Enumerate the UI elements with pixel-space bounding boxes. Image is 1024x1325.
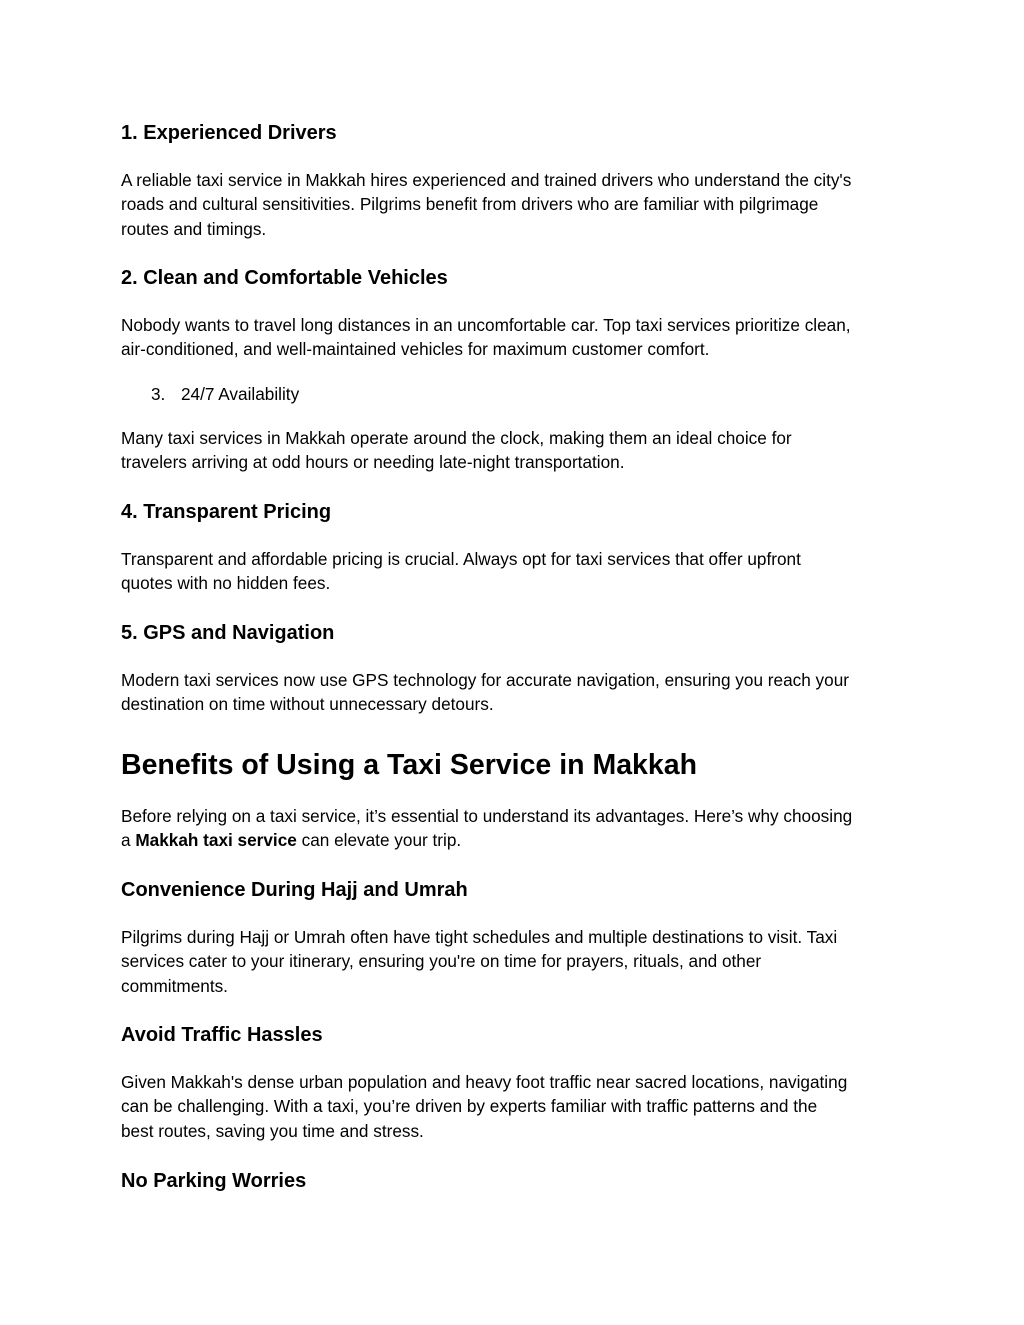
paragraph-line: best routes, saving you time and stress. bbox=[121, 1120, 424, 1141]
paragraph-line: Modern taxi services now use GPS technology for accurate navigation, ensuring you reach your bbox=[121, 670, 849, 690]
list-label: 24/7 Availability bbox=[181, 384, 300, 404]
paragraph-experienced-drivers bbox=[121, 168, 911, 241]
heading-benefits: Benefits of Using a Taxi Service in Makkah bbox=[121, 749, 697, 781]
paragraph-line: Pilgrims during Hajj or Umrah often have tight schedules and multiple destinations to visit. Taxi bbox=[121, 927, 838, 947]
paragraph-line: can be challenging. With a taxi, you’re driven by experts familiar with traffic patterns and the bbox=[121, 1096, 818, 1117]
heading-convenience: Convenience During Hajj and Umrah bbox=[121, 879, 468, 901]
paragraph-line: commitments. bbox=[121, 975, 228, 996]
paragraph-line: travelers arriving at odd hours or needing late-night transportation. bbox=[121, 452, 625, 473]
paragraph-benefits bbox=[121, 804, 911, 853]
paragraph-line: Nobody wants to travel long distances in an uncomfortable car. Top taxi services prioritize clean, bbox=[121, 315, 851, 335]
paragraph-traffic bbox=[121, 1070, 911, 1143]
heading-transparent-pricing: 4. Transparent Pricing bbox=[121, 501, 332, 523]
heading-gps-navigation: 5. GPS and Navigation bbox=[121, 622, 335, 644]
paragraph-line: quotes with no hidden fees. bbox=[121, 573, 331, 594]
heading-parking: No Parking Worries bbox=[121, 1170, 307, 1192]
paragraph-line: Before relying on a taxi service, it’s essential to understand its advantages. Here’s why choosing bbox=[121, 806, 853, 826]
heading-experienced-drivers: 1. Experienced Drivers bbox=[121, 122, 337, 144]
bold-keyword: Makkah taxi service bbox=[135, 830, 297, 851]
paragraph-line: Given Makkah's dense urban population and heavy foot traffic near sacred locations, navigating bbox=[121, 1072, 848, 1092]
paragraph-gps-navigation bbox=[121, 668, 911, 717]
paragraph-line: services cater to your itinerary, ensuring you're on time for prayers, rituals, and other bbox=[121, 951, 762, 972]
paragraph-convenience bbox=[121, 925, 911, 998]
paragraph-availability bbox=[121, 426, 911, 475]
paragraph-clean-vehicles bbox=[121, 313, 911, 362]
list-number: 3. bbox=[151, 384, 166, 404]
paragraph-line: routes and timings. bbox=[121, 218, 267, 239]
paragraph-line: air-conditioned, and well-maintained vehicles for maximum customer comfort. bbox=[121, 339, 710, 360]
paragraph-line: A reliable taxi service in Makkah hires experienced and trained drivers who understand the city's bbox=[121, 170, 852, 190]
paragraph-line bbox=[121, 828, 911, 852]
inline-text: can elevate your trip. bbox=[296, 830, 462, 851]
paragraph-line: Many taxi services in Makkah operate around the clock, making them an ideal choice for bbox=[121, 428, 792, 448]
inline-text: a bbox=[121, 830, 136, 851]
heading-clean-vehicles: 2. Clean and Comfortable Vehicles bbox=[121, 267, 448, 289]
heading-traffic: Avoid Traffic Hassles bbox=[121, 1024, 323, 1046]
list-item-availability bbox=[151, 382, 299, 406]
paragraph-line: destination on time without unnecessary detours. bbox=[121, 694, 494, 715]
paragraph-line: roads and cultural sensitivities. Pilgrims benefit from drivers who are familiar with pilgrimage bbox=[121, 194, 819, 215]
paragraph-line: Transparent and affordable pricing is crucial. Always opt for taxi services that offer upfront bbox=[121, 549, 801, 569]
paragraph-transparent-pricing bbox=[121, 547, 911, 596]
